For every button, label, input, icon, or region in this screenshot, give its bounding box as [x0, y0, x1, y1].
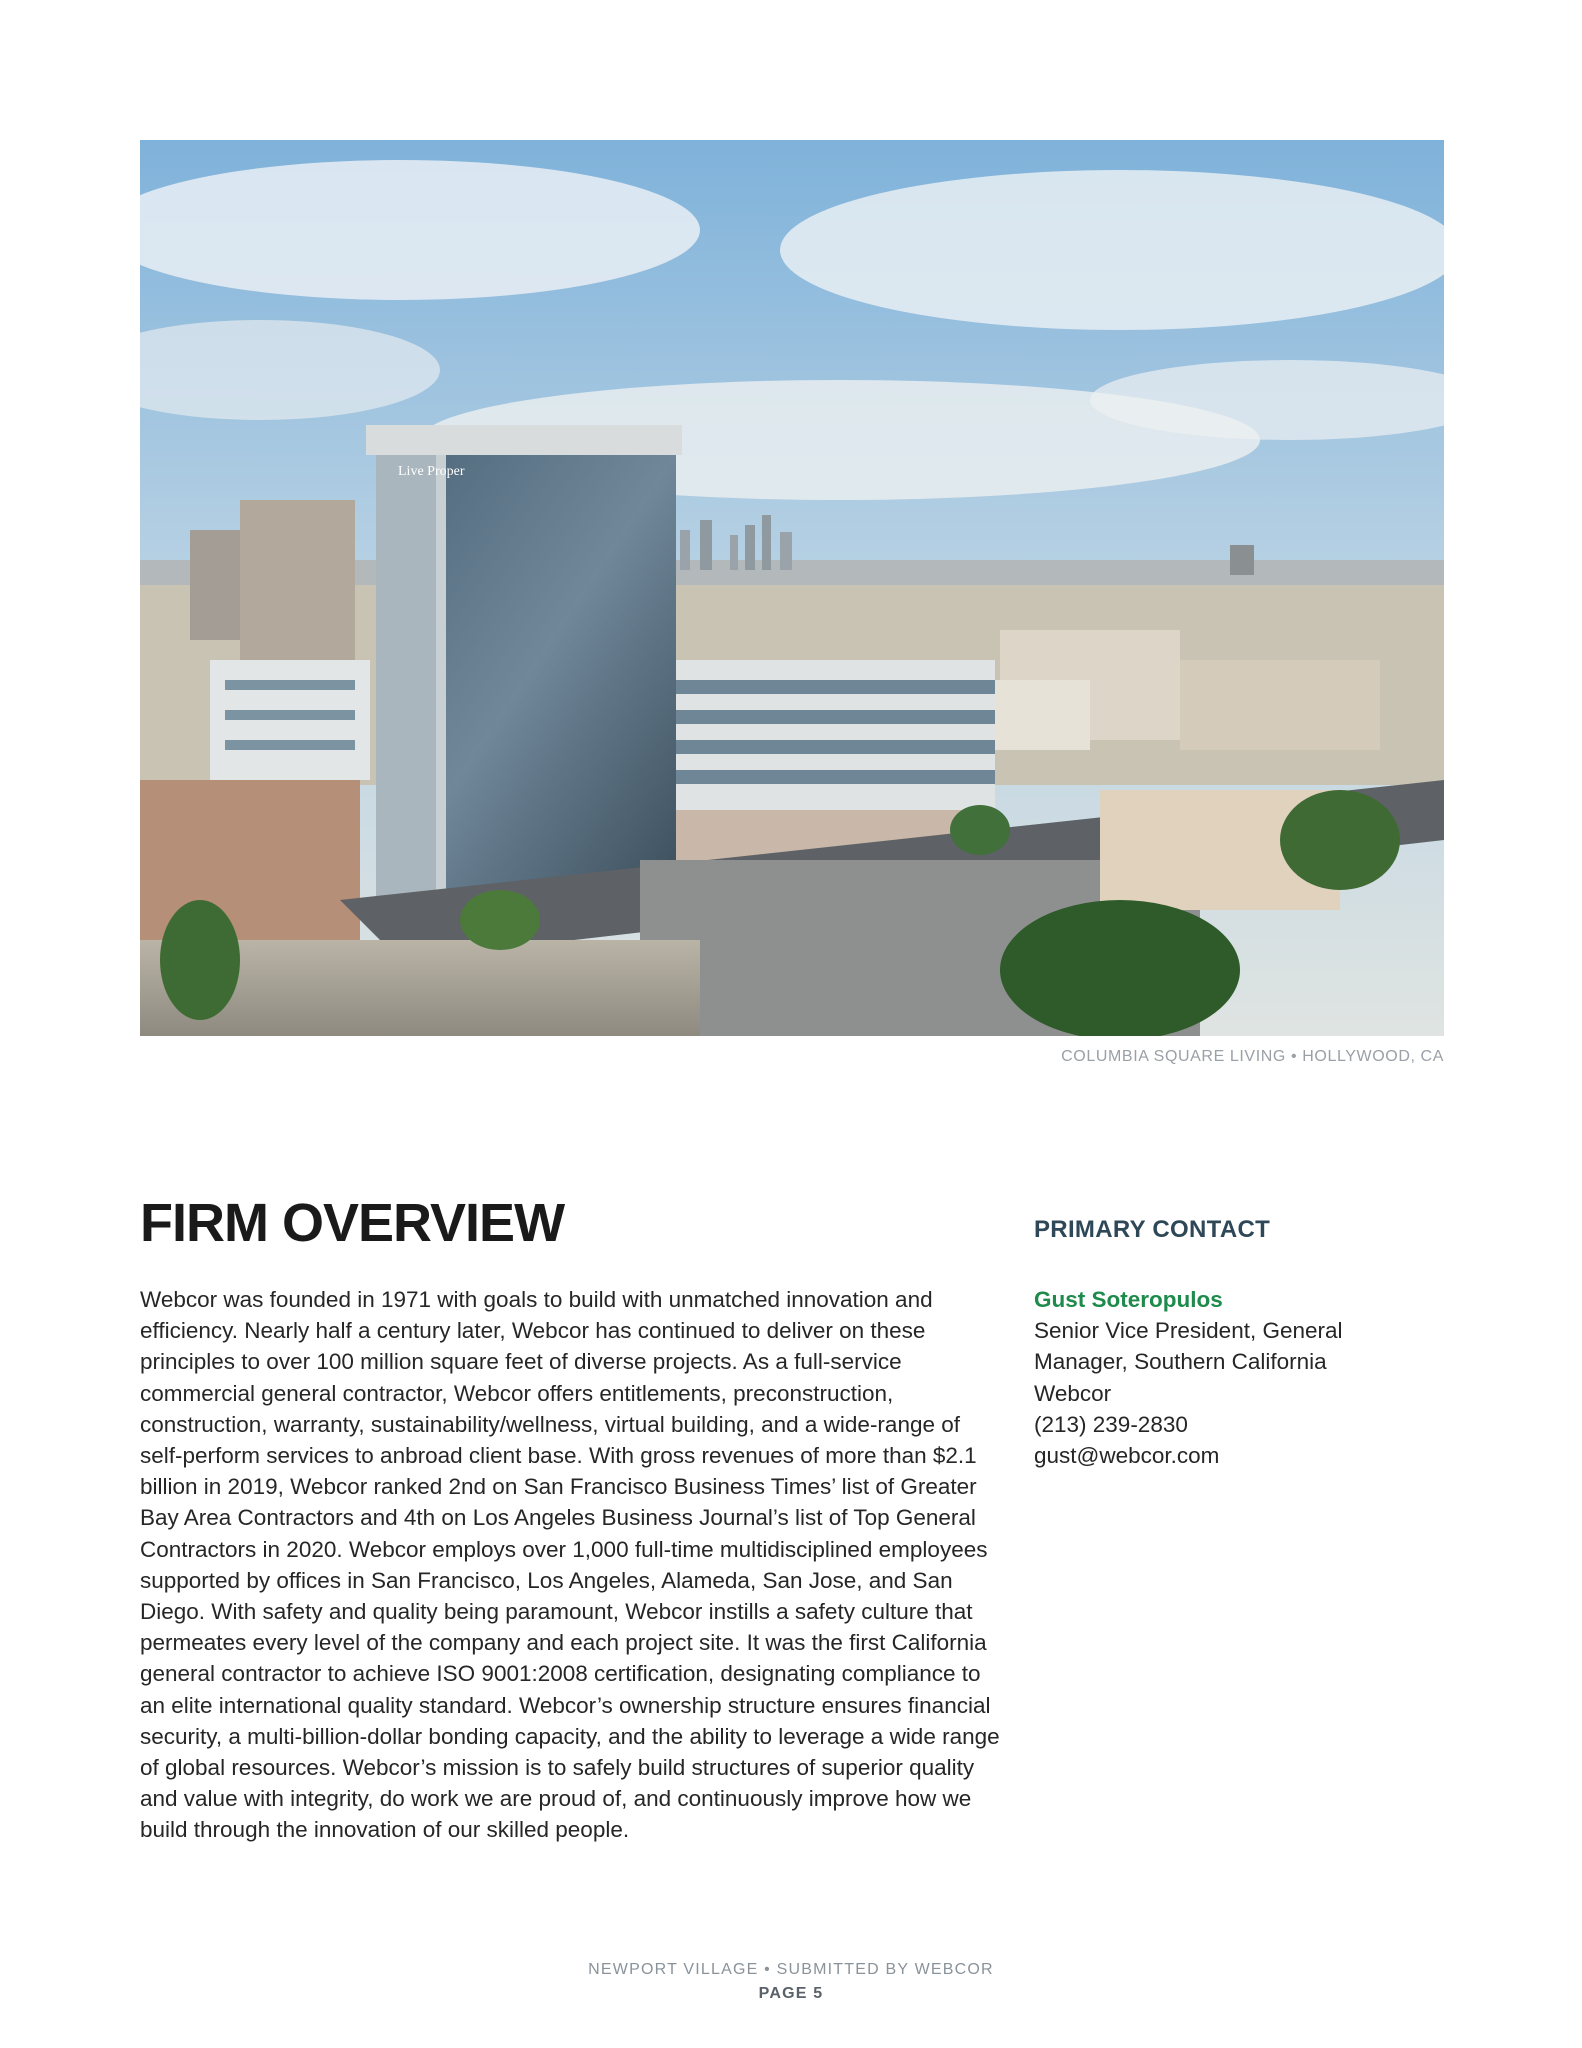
section-title: FIRM OVERVIEW [140, 1193, 565, 1253]
page-number: PAGE 5 [758, 1985, 824, 2002]
contact-heading: PRIMARY CONTACT [1034, 1216, 1271, 1243]
contact-email[interactable]: gust@webcor.com [1034, 1443, 1220, 1469]
contact-company: Webcor [1034, 1380, 1112, 1406]
overview-paragraph: Webcor was founded in 1971 with goals to build with unmatched innovation and efficiency. Nearly half a century later, Webcor has continued to deliver on these principles to over 100 million square feet of diverse projects. As a full-service commercial general contractor, Webcor offers entitlements, preconstruction, construction, warranty, sustainability/wellness, virtual building, and a wide-range of self-perform services to anbroad client base. With gross revenues of more than $2.1 billion in 2019, Webcor ranked 2nd on San Francisco Business Times’ list of Greater Bay Area Contractors and 4th on Los Angeles Business Journal’s list of Top General Contractors in 2020. Webcor employs over 1,000 full-time multidisciplined employees supported by offices in San Francisco, Los Angeles, Alameda, San Jose, and San Diego. With safety and quality being paramount, Webcor instills a safety culture that permeates every level of the company and each project site. It was the first California general contractor to achieve ISO 9001:2008 certification, designating compliance to an elite international quality standard. Webcor’s ownership structure ensures financial security, a multi-billion-dollar bonding capacity, and the ability to leverage a wide range of global resources. Webcor’s mission is to safely build structures of superior quality and value with integrity, do work we are proud of, and continuously improve how we build through the innovation of our skilled people. [140, 1287, 1000, 1843]
hero-photo [140, 140, 1444, 1036]
page-footer [0, 1958, 1582, 2006]
tower-sign: Live Proper [398, 464, 465, 479]
contact-name: Gust Soteropulos [1034, 1287, 1223, 1312]
cityscape-illustration [140, 140, 1444, 1036]
footer-line: NEWPORT VILLAGE • SUBMITTED BY WEBCOR [588, 1961, 994, 1978]
photo-caption: COLUMBIA SQUARE LIVING • HOLLYWOOD, CA [1061, 1048, 1444, 1065]
contact-phone[interactable]: (213) 239-2830 [1034, 1411, 1188, 1437]
contact-role: Senior Vice President, General Manager, Southern California [1034, 1318, 1343, 1375]
contact-card [1034, 1284, 1414, 1471]
